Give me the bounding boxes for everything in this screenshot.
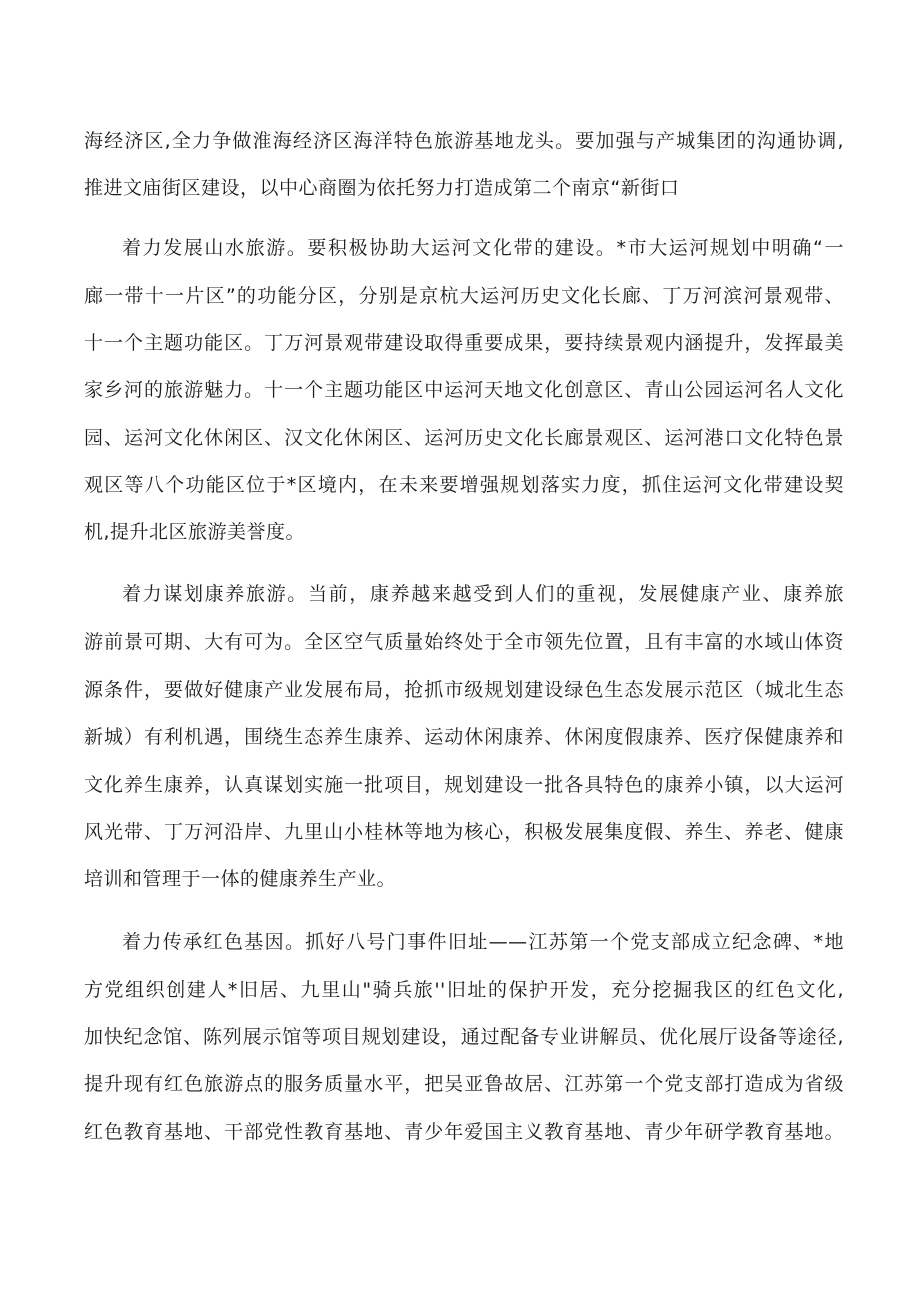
- paragraph-line: 着力发展山水旅游。要积极协助大运河文化带的建设。*市大运河规划中明确“一: [122, 237, 844, 259]
- paragraph-line: 推进文庙街区建设，以中心商圈为依托努力打造成第二个南京“新街口: [84, 177, 680, 199]
- paragraph-line: 着力传承红色基因。抓好八号门事件旧址——江苏第一个党支部成立纪念碑、*地: [122, 931, 844, 953]
- paragraph-line: 提升现有红色旅游点的服务质量水平，把吴亚鲁故居、江苏第一个党支部打造成为省级: [84, 1073, 844, 1095]
- paragraph-line: 廊一带十一片区”的功能分区，分别是京杭大运河历史文化长廊、丁万河滨河景观带、: [84, 285, 844, 307]
- paragraph-line: 文化养生康养，认真谋划实施一批项目，规划建设一批各具特色的康养小镇，以大运河: [84, 774, 844, 796]
- paragraph-line: 着力谋划康养旅游。当前，康养越来越受到人们的重视，发展健康产业、康养旅: [122, 583, 844, 605]
- paragraph-line: 加快纪念馆、陈列展示馆等项目规划建设，通过配备专业讲解员、优化展厅设备等途径,: [84, 1026, 844, 1048]
- paragraph-line: 家乡河的旅游魅力。十一个主题功能区中运河天地文化创意区、青山公园运河名人文化: [84, 379, 844, 401]
- paragraph-line: 源条件，要做好健康产业发展布局，抢抓市级规划建设绿色生态发展示范区（城北生态: [84, 679, 844, 701]
- paragraph-line: 观区等八个功能区位于*区境内，在未来要增强规划落实力度，抓住运河文化带建设契: [84, 474, 844, 496]
- document-page: [84, 0, 844, 1301]
- paragraph-line: 方党组织创建人*旧居、九里山"骑兵旅''旧址的保护开发，充分挖掘我区的红色文化,: [84, 979, 844, 1001]
- paragraph-line: 园、运河文化休闲区、汉文化休闲区、运河历史文化长廊景观区、运河港口文化特色景: [84, 427, 844, 449]
- paragraph-line: 十一个主题功能区。丁万河景观带建设取得重要成果，要持续景观内涵提升，发挥最美: [84, 332, 844, 354]
- paragraph-line: 风光带、丁万河沿岸、九里山小桂林等地为核心，积极发展集度假、养生、养老、健康: [84, 821, 844, 843]
- paragraph-line: 海经济区,全力争做淮海经济区海洋特色旅游基地龙头。要加强与产城集团的沟通协调,: [84, 130, 844, 152]
- paragraph-line: 新城）有利机遇，围绕生态养生康养、运动休闲康养、休闲度假康养、医疗保健康养和: [84, 726, 844, 748]
- paragraph-line: 游前景可期、大有可为。全区空气质量始终处于全市领先位置，且有丰富的水域山体资: [84, 631, 844, 653]
- paragraph-line: 机,提升北区旅游美誉度。: [84, 521, 306, 543]
- paragraph-line: 红色教育基地、干部党性教育基地、青少年爱国主义教育基地、青少年研学教育基地。: [84, 1121, 844, 1143]
- paragraph-line: 培训和管理于一体的健康养生产业。: [84, 868, 397, 890]
